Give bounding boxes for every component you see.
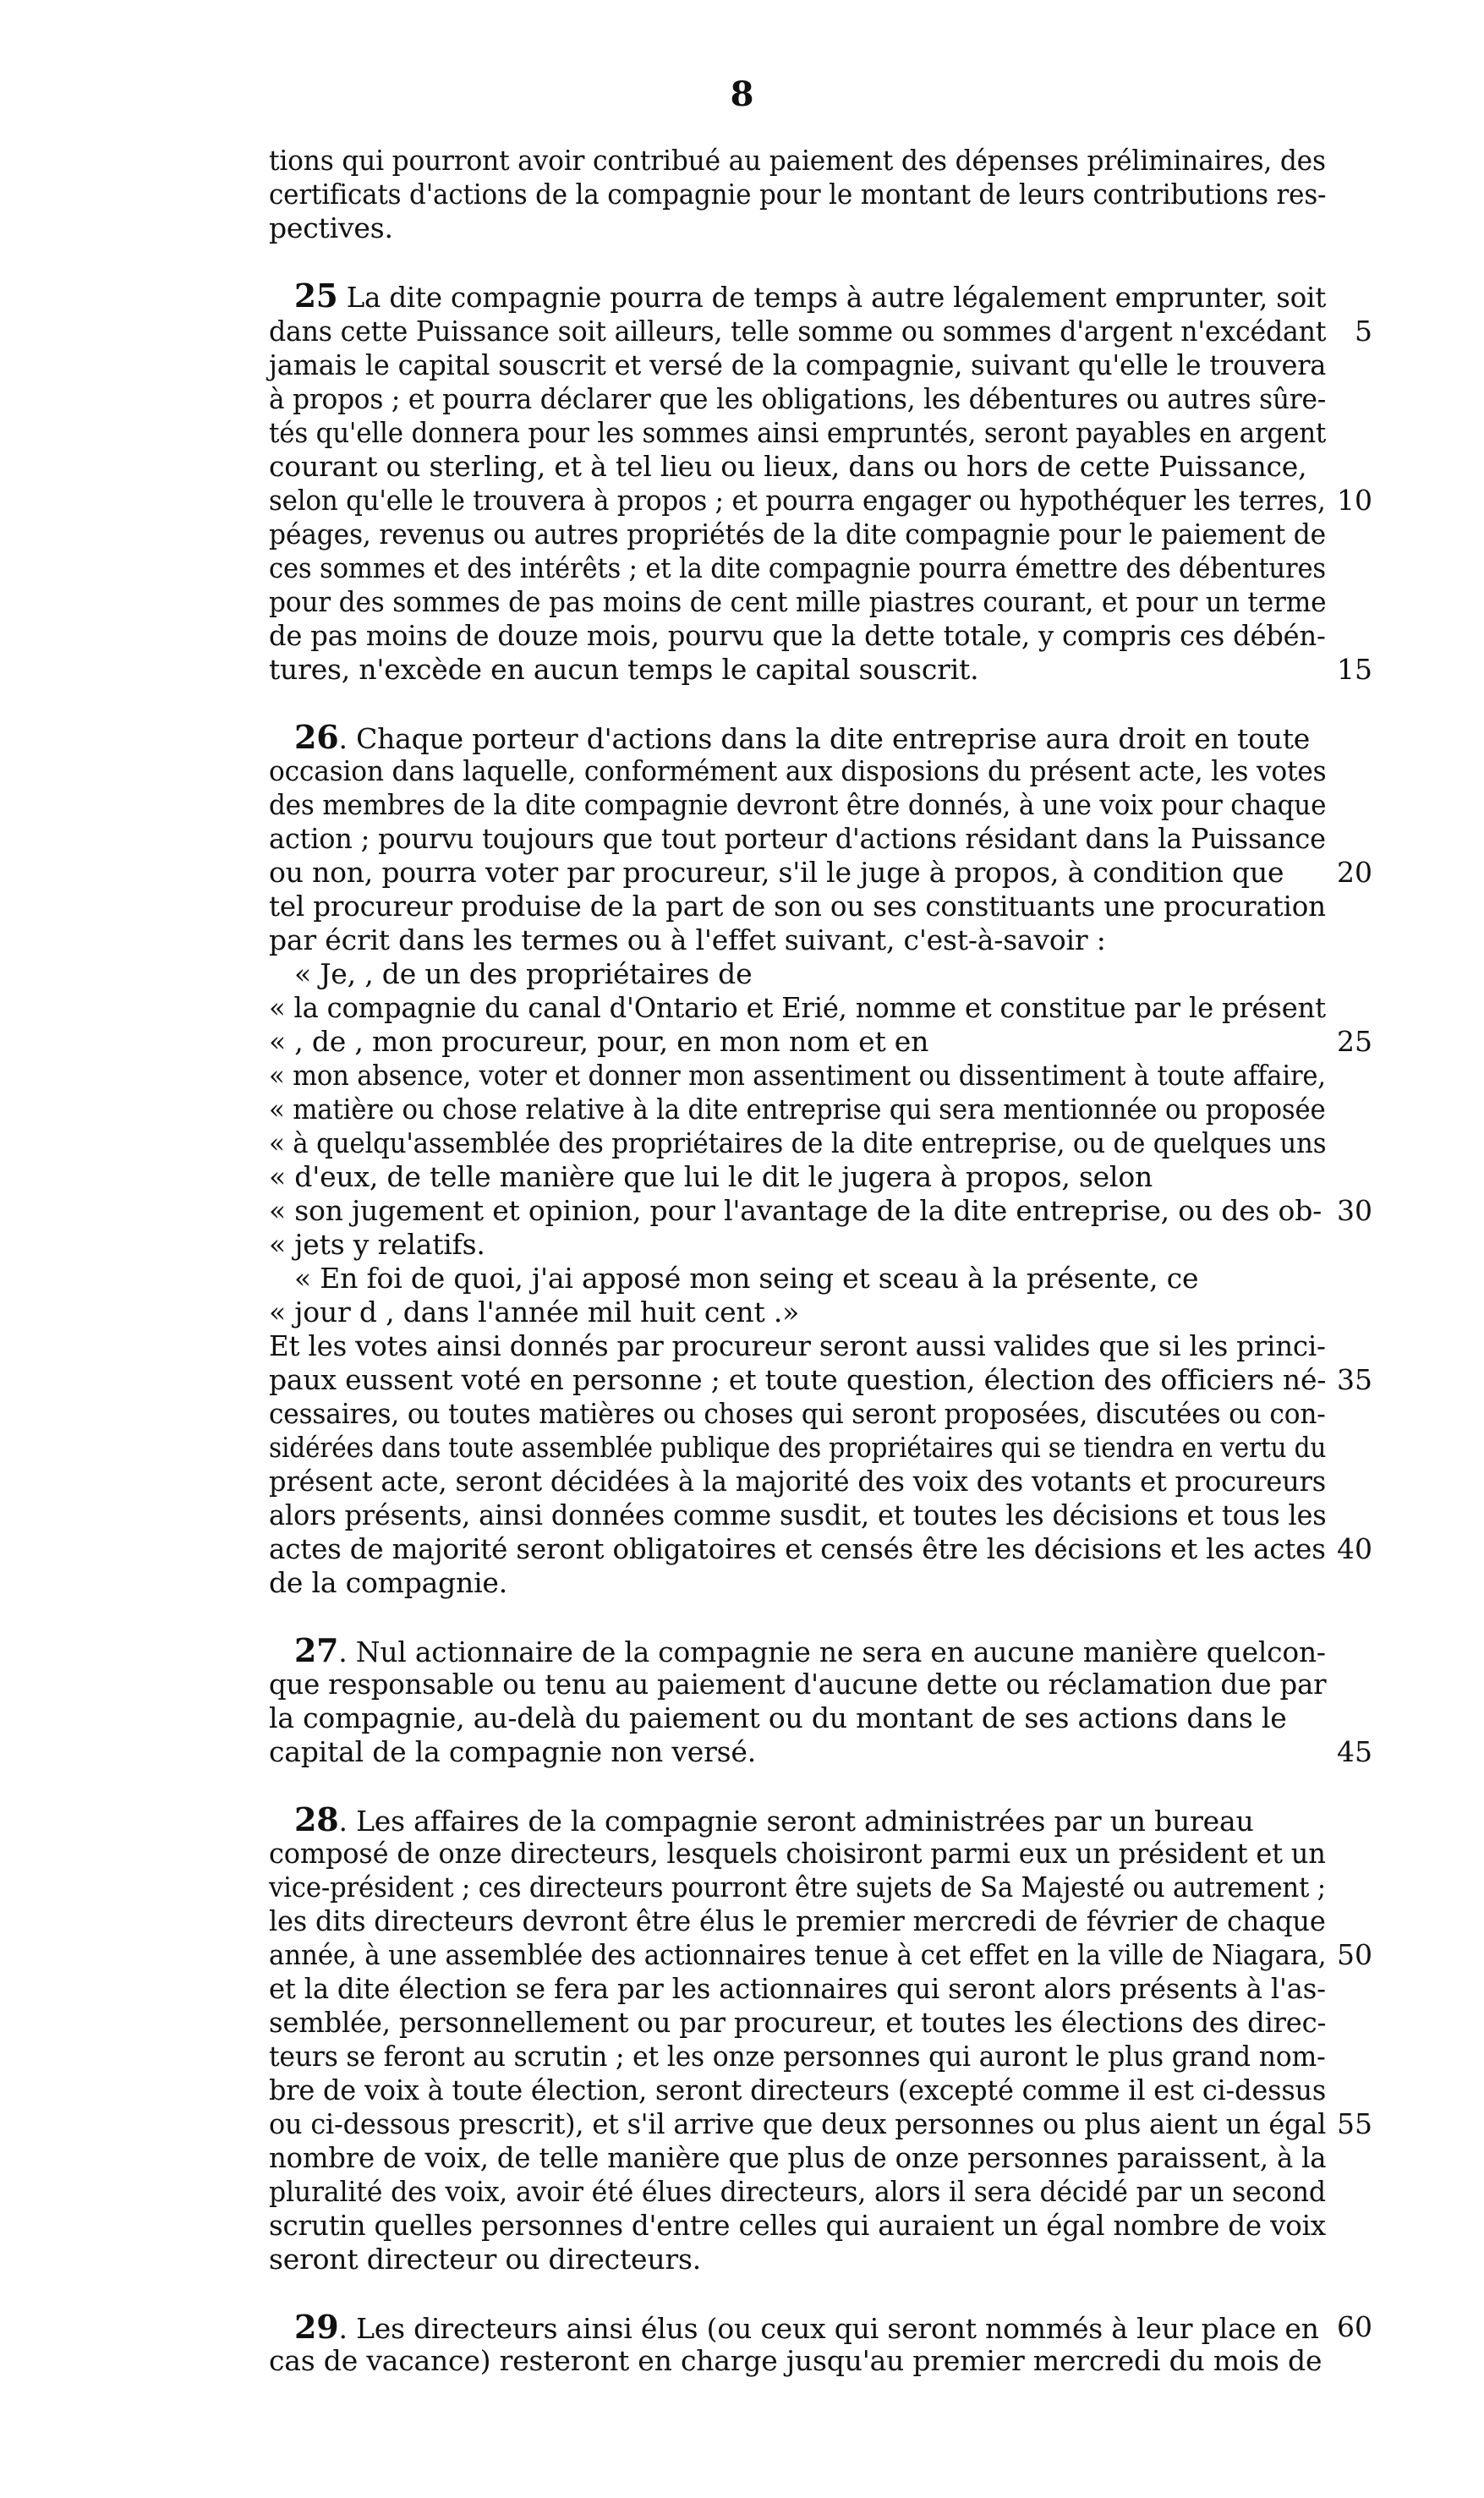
text-line — [269, 1735, 756, 1769]
line-text: « la compagnie du canal d'Ontario et Erié, nomme et constitue par le présent — [269, 991, 1326, 1024]
line-text: selon qu'elle le trouvera à propos ; et pourra engager ou hypothéquer les terres, — [269, 484, 1326, 517]
margin-line-number: 25 — [1337, 1025, 1372, 1058]
line-text: cessaires, ou toutes matières ou choses qui seront proposées, discutées ou con- — [269, 1397, 1326, 1430]
line-text: . Les directeurs ainsi élus (ou ceux qui seront nommés à leur place en — [338, 2312, 1319, 2345]
line-text: dans cette Puissance soit ailleurs, telle somme ou sommes d'argent n'excédant — [269, 315, 1327, 348]
text-line — [269, 2243, 701, 2276]
text-line — [269, 2006, 1326, 2040]
line-text: courant ou sterling, et à tel lieu ou lieux, dans ou hors de cette Puissance, — [269, 450, 1307, 483]
text-line — [269, 890, 1326, 923]
text-line — [269, 178, 1326, 211]
text-line — [294, 1631, 1326, 1669]
text-line — [269, 1126, 1326, 1160]
line-text: « Je, , de un des propriétaires de — [294, 957, 753, 990]
text-line — [269, 2141, 1326, 2175]
line-text: tions qui pourront avoir contribué au paiement des dépenses préliminaires, des — [269, 144, 1326, 177]
line-text: cas de vacance) resteront en charge jusqu'au premier mercredi du mois de — [269, 2344, 1322, 2377]
text-line — [269, 788, 1326, 822]
margin-line-number: 15 — [1337, 653, 1372, 686]
text-line — [269, 754, 1326, 788]
text-line — [269, 1059, 1326, 1093]
text-line — [269, 144, 1326, 178]
line-text: les dits directeurs devront être élus le premier mercredi de février de chaque — [269, 1904, 1326, 1937]
line-text: semblée, personnellement ou par procureur, et toutes les élections des direc- — [269, 2006, 1327, 2039]
line-text: sidérées dans toute assemblée publique des propriétaires qui se tiendra en vertu du — [269, 1431, 1327, 1464]
line-text: à propos ; et pourra déclarer que les obligations, les débentures ou autres sûre- — [269, 382, 1327, 415]
text-line — [269, 382, 1326, 416]
text-line — [269, 856, 1284, 890]
line-text: tés qu'elle donnera pour les sommes ainsi empruntés, seront payables en argent — [269, 416, 1327, 449]
line-text: bre de voix à toute élection, seront directeurs (excepté comme il est ci-dessus — [269, 2073, 1327, 2106]
line-text: seront directeur ou directeurs. — [269, 2243, 702, 2276]
text-line — [269, 1397, 1326, 1431]
text-line — [269, 416, 1326, 450]
text-line — [294, 1800, 1254, 1838]
line-text: . Nul actionnaire de la compagnie ne sera en aucune manière quelcon- — [338, 1635, 1326, 1668]
line-text: tel procureur produise de la part de son ou ses constituants une procuration — [269, 890, 1326, 923]
line-text: « jour d , dans l'année mil huit cent .» — [269, 1296, 800, 1328]
text-line — [269, 518, 1326, 551]
text-line — [269, 1701, 1287, 1735]
margin-line-number: 35 — [1337, 1363, 1372, 1396]
text-line — [294, 720, 1310, 754]
line-text: composé de onze directeurs, lesquels choisiront parmi eux un président et un — [269, 1837, 1326, 1870]
text-line — [269, 822, 1326, 856]
line-text: la compagnie, au-delà du paiement ou du montant de ses actions dans le — [269, 1701, 1287, 1734]
text-line — [269, 2107, 1326, 2141]
text-line — [269, 211, 393, 245]
text-line — [269, 1093, 1326, 1126]
text-line — [269, 653, 978, 687]
margin-line-number: 30 — [1337, 1194, 1372, 1227]
margin-line-number: 5 — [1355, 315, 1372, 348]
line-text: Et les votes ainsi donnés par procureur seront aussi valides que si les princi- — [269, 1329, 1326, 1362]
line-text: que responsable ou tenu au paiement d'aucune dette ou réclamation due par — [269, 1668, 1327, 1701]
text-line — [269, 1532, 1326, 1566]
line-text: teurs se feront au scrutin ; et les onze personnes qui auront le plus grand nom- — [269, 2040, 1326, 2073]
text-line — [269, 1329, 1326, 1363]
text-line — [269, 348, 1326, 382]
line-text: tures, n'excède en aucun temps le capital souscrit. — [269, 653, 979, 686]
line-text: « , de , mon procureur, pour, en mon nom et en — [269, 1025, 929, 1058]
text-line — [269, 1228, 485, 1262]
section-number: 28 — [294, 1800, 339, 1838]
text-line — [269, 1938, 1326, 1972]
text-line — [269, 1465, 1326, 1498]
line-text: jamais le capital souscrit et versé de la compagnie, suivant qu'elle le trouvera — [269, 348, 1327, 381]
text-line — [269, 991, 1326, 1025]
text-line — [269, 2209, 1326, 2243]
section-number: 27 — [294, 1631, 339, 1669]
line-text: « à quelqu'assemblée des propriétaires de la dite entreprise, ou de quelques uns — [269, 1126, 1327, 1159]
line-text: paux eussent voté en personne ; et toute question, élection des officiers né- — [269, 1363, 1327, 1396]
line-text: . Chaque porteur d'actions dans la dite entreprise aura droit en toute — [338, 722, 1311, 755]
text-line — [269, 1160, 1153, 1194]
text-line — [269, 2175, 1326, 2209]
line-text: occasion dans laquelle, conformément aux disposions du présent acte, les votes — [269, 754, 1327, 787]
line-text: « jets y relatifs. — [269, 1228, 485, 1261]
line-text: alors présents, ainsi données comme susdit, et toutes les décisions et tous les — [269, 1498, 1327, 1531]
line-text: présent acte, seront décidées à la majorité des voix des votants et procureurs — [269, 1465, 1327, 1498]
text-line — [269, 1566, 507, 1600]
line-text: pectives. — [269, 211, 393, 244]
text-line — [269, 315, 1326, 348]
text-line — [269, 1972, 1326, 2006]
text-line — [294, 957, 752, 991]
text-line — [269, 923, 1106, 957]
text-line — [269, 1025, 928, 1059]
line-text: pour des sommes de pas moins de cent mille piastres courant, et pour un terme — [269, 585, 1327, 618]
line-text: « mon absence, voter et donner mon assentiment ou dissentiment à toute affaire, — [269, 1059, 1326, 1092]
section-number: 25 — [294, 277, 338, 315]
margin-line-number: 50 — [1337, 1938, 1372, 1971]
margin-line-number: 10 — [1337, 484, 1372, 517]
margin-line-number: 55 — [1337, 2107, 1372, 2140]
line-text: ou non, pourra voter par procureur, s'il le juge à propos, à condition que — [269, 856, 1284, 889]
text-line — [294, 2310, 1319, 2344]
section-number: 29 — [294, 2308, 339, 2346]
line-text: nombre de voix, de telle manière que plus de onze personnes paraissent, à la — [269, 2141, 1327, 2174]
line-text: actes de majorité seront obligatoires et censés être les décisions et les actes — [269, 1532, 1326, 1565]
line-text: péages, revenus ou autres propriétés de la dite compagnie pour le paiement de — [269, 518, 1326, 551]
line-text: vice-président ; ces directeurs pourront être sujets de Sa Majesté ou autrement ; — [269, 1871, 1326, 1904]
line-text: certificats d'actions de la compagnie pour le montant de leurs contributions res- — [269, 178, 1327, 211]
text-line — [269, 484, 1326, 518]
text-line — [269, 2073, 1326, 2107]
line-text: ou ci-dessous prescrit), et s'il arrive que deux personnes ou plus aient un égal — [269, 2107, 1327, 2140]
line-text: pluralité des voix, avoir été élues directeurs, alors il sera décidé par un second — [269, 2175, 1326, 2208]
text-line — [269, 1904, 1326, 1938]
page-number: 8 — [730, 74, 754, 114]
text-line — [294, 279, 1326, 313]
line-text: La dite compagnie pourra de temps à autre légalement emprunter, soit — [337, 281, 1327, 314]
text-line — [269, 585, 1326, 619]
margin-line-number: 60 — [1337, 2310, 1372, 2343]
line-text: « d'eux, de telle manière que lui le dit le jugera à propos, selon — [269, 1160, 1153, 1193]
text-line — [269, 1431, 1326, 1465]
line-text: action ; pourvu toujours que tout porteur d'actions résidant dans la Puissance — [269, 822, 1326, 855]
text-line — [269, 1194, 1322, 1228]
line-text: « son jugement et opinion, pour l'avantage de la dite entreprise, ou des ob- — [269, 1194, 1322, 1227]
text-line — [269, 2040, 1326, 2073]
line-text: ces sommes et des intérêts ; et la dite compagnie pourra émettre des débentures — [269, 551, 1326, 584]
text-line — [269, 1498, 1327, 1532]
margin-line-number: 40 — [1337, 1532, 1372, 1565]
line-text: de pas moins de douze mois, pourvu que la dette totale, y compris ces débén- — [269, 619, 1326, 652]
text-line — [269, 619, 1326, 653]
line-text: année, à une assemblée des actionnaires tenue à cet effet en la ville de Niagara, — [269, 1938, 1327, 1971]
text-line — [269, 1668, 1326, 1701]
margin-line-number: 45 — [1337, 1735, 1372, 1768]
text-line — [294, 1262, 1198, 1296]
text-line — [269, 1837, 1326, 1871]
line-text: « En foi de quoi, j'ai apposé mon seing et sceau à la présente, ce — [294, 1262, 1199, 1295]
line-text: . Les affaires de la compagnie seront administrées par un bureau — [338, 1805, 1254, 1838]
text-line — [269, 1296, 799, 1329]
text-line — [269, 551, 1326, 585]
line-text: par écrit dans les termes ou à l'effet suivant, c'est-à-savoir : — [269, 923, 1106, 956]
line-text: « matière ou chose relative à la dite entreprise qui sera mentionnée ou proposée — [269, 1093, 1326, 1126]
text-line — [269, 2344, 1322, 2378]
section-number: 26 — [294, 718, 339, 756]
line-text: des membres de la dite compagnie devront être donnés, à une voix pour chaque — [269, 788, 1327, 821]
text-line — [269, 1363, 1326, 1397]
text-line — [269, 450, 1306, 484]
text-line — [269, 1871, 1326, 1904]
line-text: capital de la compagnie non versé. — [269, 1735, 757, 1768]
line-text: et la dite élection se fera par les actionnaires qui seront alors présents à l'as- — [269, 1972, 1326, 2005]
margin-line-number: 20 — [1337, 856, 1372, 889]
line-text: de la compagnie. — [269, 1566, 508, 1599]
line-text: scrutin quelles personnes d'entre celles qui auraient un égal nombre de voix — [269, 2209, 1326, 2242]
